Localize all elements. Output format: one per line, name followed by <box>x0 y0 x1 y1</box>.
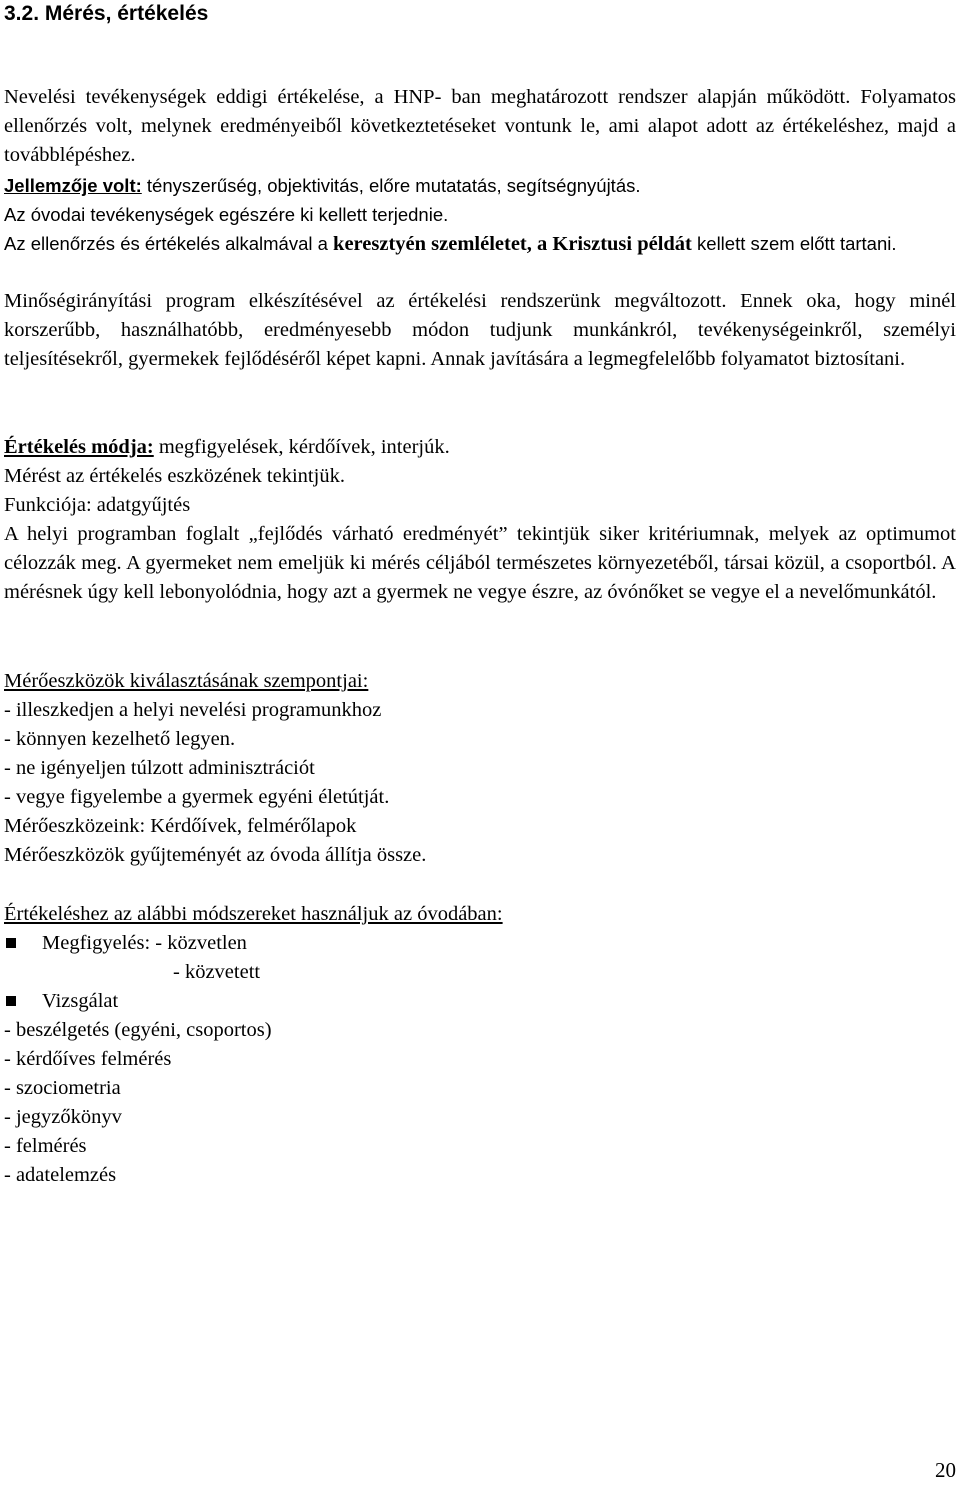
christian-view-bold: keresztyén szemléletet, a Krisztusi példát <box>333 233 692 255</box>
christian-view-post: kellett szem előtt tartani. <box>691 233 897 254</box>
paragraph-quality-program: Minőségirányítási program elkészítésével az értékelési rendszerünk megváltozott. Ennek oka, hogy minél korszerűbb, használhatóbb, eredményesebb módon tudjunk munkánkról, tevékenységeinkről, személyi teljesítésekről, gyermekek fejlődéséről képet kapni. Annak javítására a legmegfelelőbb folyamatot biztosítani. <box>4 290 956 370</box>
method-item: - kérdőíves felmérés <box>4 1048 172 1070</box>
method-item: - felmérés <box>4 1135 87 1157</box>
square-bullet-icon <box>6 938 16 948</box>
criteria-item: - könnyen kezelhető legyen. <box>4 728 236 750</box>
bullet-item-examination <box>4 987 956 1016</box>
criteria-item: - ne igényeljen túlzott adminisztrációt <box>4 757 315 779</box>
method-item: - jegyzőkönyv <box>4 1106 122 1128</box>
criteria-item: - vegye figyelembe a gyermek egyéni életútját. <box>4 786 390 808</box>
bullet-item-label: Vizsgálat <box>42 990 119 1012</box>
evaluation-method-label: Értékelés módja: <box>4 436 154 458</box>
method-item: - szociometria <box>4 1077 121 1099</box>
methods-title: Értékeléshez az alábbi módszereket használjuk az óvodában: <box>4 903 503 925</box>
page-number: 20 <box>935 1458 956 1482</box>
paragraph-evaluation-history: Nevelési tevékenységek eddigi értékelése, a HNP- ban meghatározott rendszer alapján működött. Folyamatos ellenőrzés volt, melynek eredményeiből következtetéseket vontunk le, ami alapot adott az értékeléshez, majd a továbblépéshez. <box>4 86 956 166</box>
evaluation-method-text: megfigyelések, kérdőívek, interjúk. <box>153 436 450 458</box>
methods-section <box>4 900 956 1190</box>
section-heading: 3.2. Mérés, értékelés <box>4 2 209 25</box>
bullet-subitem: - közvetett <box>173 961 261 983</box>
collection-line: Mérőeszközök gyűjteményét az óvoda állítja össze. <box>4 844 427 866</box>
criteria-title: Mérőeszközök kiválasztásának szempontjai: <box>4 670 369 692</box>
paragraph-scope: Az óvodai tevékenységek egészére ki kellett terjednie. <box>4 204 449 225</box>
bullet-item-observation <box>4 929 956 958</box>
method-item: - beszélgetés (egyéni, csoportos) <box>4 1019 272 1041</box>
paragraph-evaluation-method <box>4 433 956 462</box>
paragraph-christian-view <box>4 229 956 259</box>
paragraph-function: Funkciója: adatgyűjtés <box>4 494 191 516</box>
christian-view-pre: Az ellenőrzés és értékelés alkalmával a <box>4 233 334 254</box>
method-item: - adatelemzés <box>4 1164 117 1186</box>
characteristics-text: tényszerűség, objektivitás, előre mutatatás, segítségnyújtás. <box>141 175 641 196</box>
bullet-item-label: Megfigyelés: - közvetlen <box>42 932 247 954</box>
criteria-section <box>4 667 956 870</box>
paragraph-local-program: A helyi programban foglalt „fejlődés várható eredményét” tekintjük siker kritériumnak, melyek az optimumot célozzák meg. A gyermeket nem emeljük ki mérés céljából természetes környezetéből, társai közül, a csoportból. A mérésnek úgy kell lebonyolódnia, hogy azt a gyermek ne vegye észre, az óvónőket se vegye el a nevelőmunkától. <box>4 523 956 603</box>
characteristics-label: Jellemzője volt: <box>4 175 142 196</box>
paragraph-characteristics <box>4 171 956 200</box>
square-bullet-icon <box>6 996 16 1006</box>
tools-line: Mérőeszközeink: Kérdőívek, felmérőlapok <box>4 815 357 837</box>
paragraph-measurement: Mérést az értékelés eszközének tekintjük. <box>4 465 345 487</box>
criteria-item: - illeszkedjen a helyi nevelési programunkhoz <box>4 699 382 721</box>
